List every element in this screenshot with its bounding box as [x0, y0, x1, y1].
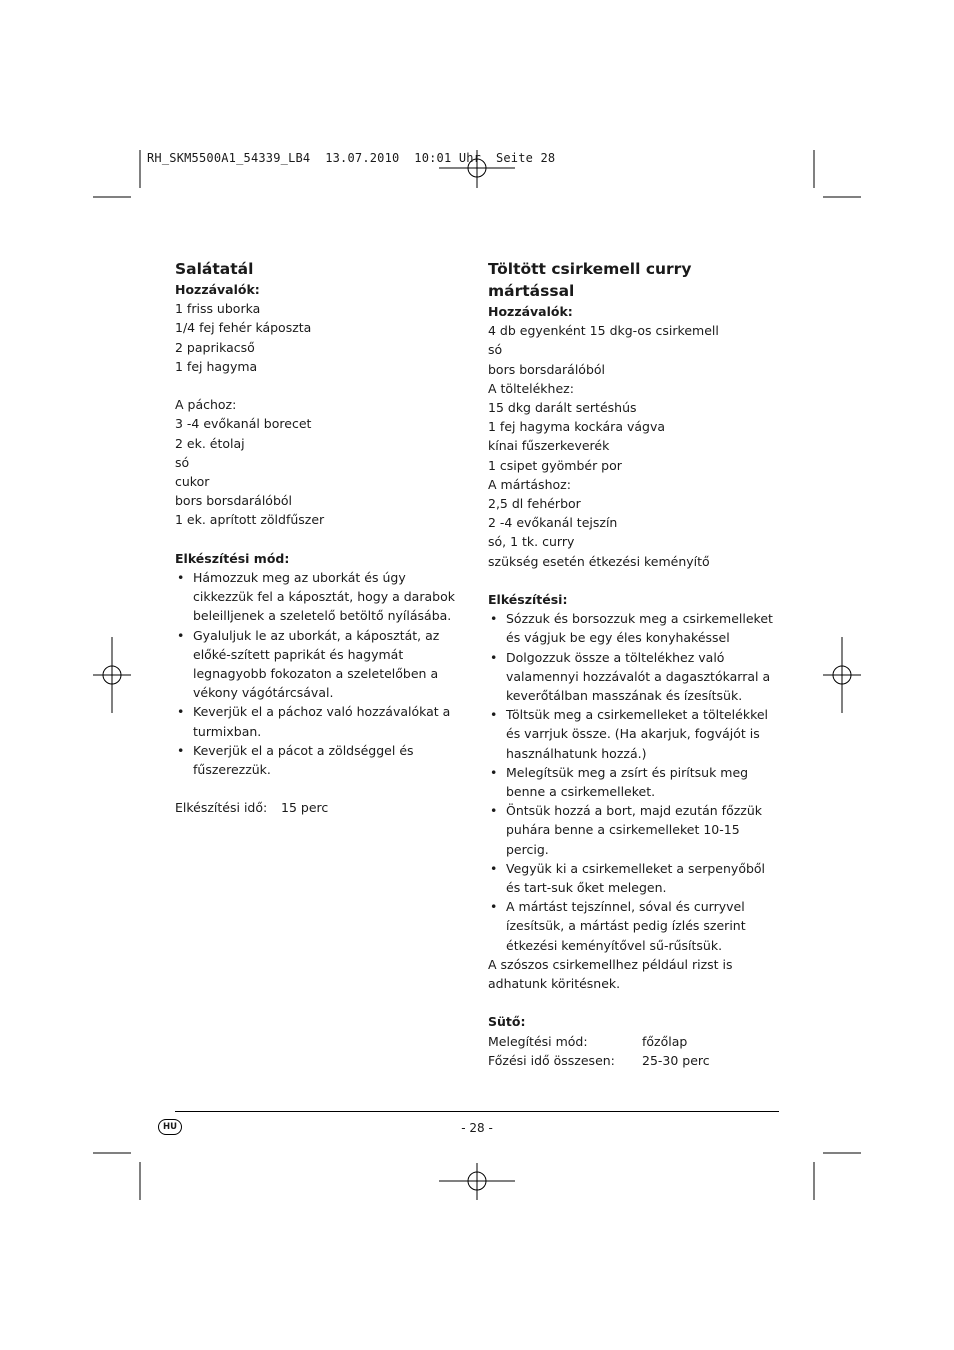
ingredients-heading: Hozzávalók: [175, 282, 260, 297]
method-step: • Hámozzuk meg az uborkát és úgy cikkezzük fel a káposztát, hogy a darabok beleilljenek a szeletelő betöltő nyílásába. [175, 568, 465, 626]
marinade-line: bors borsdarálóból [175, 493, 293, 509]
ingredient-line: 15 dkg darált sertéshús [488, 400, 637, 416]
marinade-line: 3 -4 evőkanál borecet [175, 416, 312, 432]
method-step: • Melegítsük meg a zsírt és pirítsuk meg benne a csirkemelleket. [488, 763, 783, 801]
heating-mode [488, 1032, 783, 1051]
method-heading: Elkészítési mód: [175, 550, 290, 566]
ingredients-heading: Hozzávalók: [488, 304, 573, 319]
ingredient-line: A töltelékhez: [488, 380, 574, 396]
ingredient-line: só [488, 342, 503, 358]
method-heading: Elkészítési: [488, 592, 568, 608]
cook-time [488, 1051, 783, 1070]
method-step: • A mártást tejszínnel, sóval és curryvel ízesítsük, a mártást pedig ízlés szerint étkezési keményítővel sű-rűsítsük. [488, 897, 783, 955]
language-badge: HU [158, 1119, 182, 1135]
method-steps [175, 568, 465, 779]
heating-mode-label: Melegítési mód: [488, 1033, 588, 1049]
recipe-chicken [488, 258, 783, 1070]
page-number: - 28 - [461, 1121, 493, 1135]
method-step: • Vegyük ki a csirkemelleket a serpenyőből és tart-suk őket melegen. [488, 859, 783, 897]
method-step: • Sózzuk és borsozzuk meg a csirkemelleket és vágjuk be egy éles konyhakéssel [488, 609, 783, 647]
ingredient-line: 1 fej hagyma [175, 358, 258, 374]
recipe-title: Salátatál [175, 260, 254, 278]
ingredient-line: 1 fej hagyma kockára vágva [488, 419, 666, 435]
ingredient-line: 2,5 dl fehérbor [488, 496, 581, 512]
ingredient-line: A mártáshoz: [488, 476, 571, 492]
ingredient-line: só, 1 tk. curry [488, 534, 575, 550]
marinade-line: 1 ek. aprított zöldfűszer [175, 512, 325, 528]
prep-time [175, 798, 465, 817]
method-step: • Dolgozzuk össze a töltelékhez való valamennyi hozzávalót a dagasztókarral a keverőtálban masszának és ízesítsük. [488, 648, 783, 706]
oven-heading: Sütő: [488, 1014, 526, 1030]
cook-time-value: 25-30 perc [642, 1052, 710, 1068]
method-step: • Keverjük el a páchoz való hozzávalókat a turmixban. [175, 702, 465, 740]
method-step: • Keverjük el a pácot a zöldséggel és fűszerezzük. [175, 741, 465, 779]
marinade-line: cukor [175, 474, 210, 490]
recipe-salad [175, 258, 465, 818]
print-slug: RH_SKM5500A1_54339_LB4 13.07.2010 10:01 Uhr Seite 28 [147, 151, 556, 165]
ingredient-line: 1 friss uborka [175, 301, 261, 317]
ingredient-line: szükség esetén étkezési keményítő [488, 553, 710, 569]
ingredient-line: kínai fűszerkeverék [488, 438, 610, 454]
method-steps [488, 609, 783, 955]
marinade-label: A páchoz: [175, 397, 237, 413]
recipe-title: Töltött csirkemell curry mártással [488, 260, 692, 300]
method-step: • Gyaluljuk le az uborkát, a káposztát, az előké-szített paprikát és hagymát legnagyobb fokozaton a szeletelőben a vékony vágótárcsával. [175, 626, 465, 703]
marinade-line: só [175, 454, 190, 470]
serving-note: A szószos csirkemellhez például rizst is adhatunk köritésnek. [488, 956, 733, 992]
ingredient-line: 1/4 fej fehér káposzta [175, 320, 312, 336]
ingredient-line: 4 db egyenként 15 dkg-os csirkemell [488, 323, 719, 339]
method-step: • Öntsük hozzá a bort, majd ezután főzzük puhára benne a csirkemelleket 10-15 percig. [488, 801, 783, 859]
prep-time-label: Elkészítési idő: [175, 800, 268, 816]
prep-time-value: 15 perc [281, 800, 329, 816]
ingredient-line: 1 csipet gyömbér por [488, 457, 622, 473]
ingredient-line: 2 paprikacső [175, 339, 255, 355]
cook-time-label: Főzési idő összesen: [488, 1052, 615, 1068]
marinade-line: 2 ek. étolaj [175, 435, 245, 451]
ingredient-line: 2 -4 evőkanál tejszín [488, 515, 618, 531]
heating-mode-value: főzőlap [642, 1033, 688, 1049]
footer-divider [175, 1111, 779, 1112]
ingredient-line: bors borsdarálóból [488, 361, 606, 377]
method-step: • Töltsük meg a csirkemelleket a töltelékkel és varrjuk össze. (Ha akarjuk, fogvájót is használhatunk hozzá.) [488, 705, 783, 763]
